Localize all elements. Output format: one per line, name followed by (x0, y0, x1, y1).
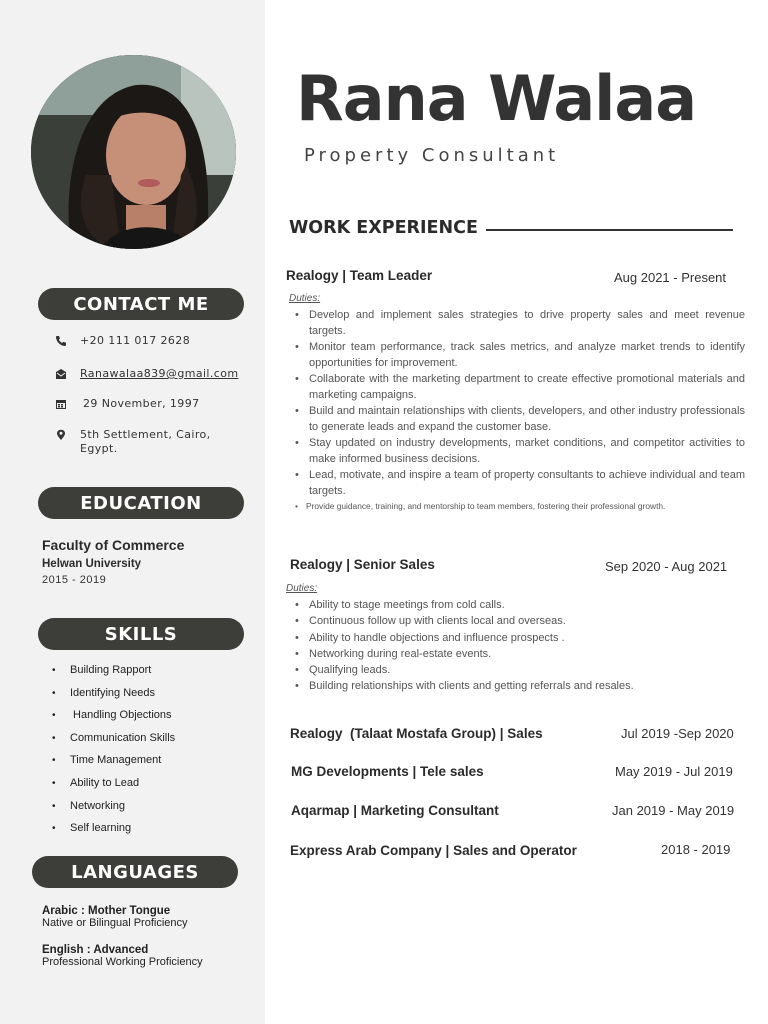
list-item: • Collaborate with the marketing department to create effective promotional materials and marketing campaigns. (289, 371, 745, 403)
section-divider (486, 229, 733, 231)
language-name: Arabic : Mother Tongue (42, 905, 171, 917)
education-years: 2015 - 2019 (42, 574, 107, 586)
person-title: Property Consultant (304, 145, 560, 166)
education-heading: EDUCATION (38, 487, 244, 519)
list-item: • Ability to handle objections and influence prospects . (289, 630, 745, 646)
list-item: • Qualifying leads. (289, 662, 745, 678)
list-item: • Continuous follow up with clients local and overseas. (289, 613, 745, 629)
contact-heading: CONTACT ME (38, 288, 244, 320)
contact-email-row (55, 367, 238, 381)
calendar-icon (55, 398, 67, 410)
person-name: Rana Walaa (296, 62, 697, 135)
skills-heading: SKILLS (38, 618, 244, 650)
job-dates: Jul 2019 -Sep 2020 (621, 726, 734, 741)
job-title: MG Developments | Tele sales (291, 764, 484, 779)
profile-photo-image (31, 55, 236, 249)
job-title: Realogy (Talaat Mostafa Group) | Sales (290, 726, 543, 741)
skill-item: • Self learning (52, 819, 175, 842)
skill-item: • Ability to Lead (52, 774, 175, 797)
profile-photo (31, 55, 236, 249)
skill-item: • Identifying Needs (52, 684, 175, 707)
skill-item: • Communication Skills (52, 729, 175, 752)
skill-item: • Building Rapport (52, 661, 175, 684)
job-dates: 2018 - 2019 (661, 842, 731, 857)
list-item: • Monitor team performance, track sales metrics, and analyze market trends to identify opportunities for improvement. (289, 339, 745, 371)
job-title: Express Arab Company | Sales and Operator (290, 843, 577, 858)
job-dates: Aug 2021 - Present (614, 270, 727, 285)
job-dates: Sep 2020 - Aug 2021 (605, 559, 728, 574)
skill-item: • Time Management (52, 751, 175, 774)
duties-label: Duties: (286, 583, 318, 594)
skills-list (52, 661, 175, 842)
contact-phone: +20 111 017 2628 (80, 334, 191, 347)
language-level: Native or Bilingual Proficiency (42, 917, 188, 929)
language-item (42, 905, 188, 929)
duties-label: Duties: (289, 293, 321, 304)
education-university: Helwan University (42, 558, 142, 570)
phone-icon (55, 335, 67, 347)
job-dates: Jan 2019 - May 2019 (612, 803, 735, 818)
location-pin-icon (55, 429, 67, 441)
list-item: • Networking during real-estate events. (289, 646, 745, 662)
duties-list (289, 597, 745, 695)
list-item: • Lead, motivate, and inspire a team of property consultants to achieve individual and team targets. (289, 467, 745, 499)
skill-item: • Networking (52, 797, 175, 820)
contact-phone-row (55, 334, 190, 348)
contact-address-row (55, 428, 211, 456)
skill-item: • Handling Objections (52, 706, 175, 729)
list-item: • Stay updated on industry developments, market conditions, and competitor activities to make informed business decisions. (289, 435, 745, 467)
duties-list (289, 307, 745, 513)
language-item (42, 944, 203, 968)
contact-address-line2: Egypt. (80, 442, 118, 455)
list-item: • Building relationships with clients and getting referrals and resales. (289, 678, 745, 694)
contact-birthdate: 29 November, 1997 (83, 397, 200, 410)
list-item: • Develop and implement sales strategies to drive property sales and meet revenue targets. (289, 307, 745, 339)
contact-birthdate-row (55, 397, 200, 411)
education-faculty: Faculty of Commerce (42, 537, 185, 553)
language-level: Professional Working Proficiency (42, 956, 203, 968)
job-title: Realogy | Senior Sales (290, 557, 435, 572)
email-icon (55, 368, 67, 380)
list-item: • Provide guidance, training, and mentorship to team members, fostering their professional growth. (289, 499, 745, 513)
job-dates: May 2019 - Jul 2019 (615, 764, 733, 779)
job-title: Realogy | Team Leader (286, 268, 433, 283)
language-name: English : Advanced (42, 944, 149, 956)
contact-address-line1: 5th Settlement, Cairo, (80, 428, 211, 441)
work-experience-heading: WORK EXPERIENCE (289, 218, 478, 238)
list-item: • Build and maintain relationships with clients, developers, and other industry professionals to generate leads and expand the customer base. (289, 403, 745, 435)
languages-heading: LANGUAGES (32, 856, 238, 888)
job-title: Aqarmap | Marketing Consultant (291, 803, 499, 818)
contact-email[interactable]: Ranawalaa839@gmail.com (80, 367, 239, 380)
list-item: • Ability to stage meetings from cold calls. (289, 597, 745, 613)
